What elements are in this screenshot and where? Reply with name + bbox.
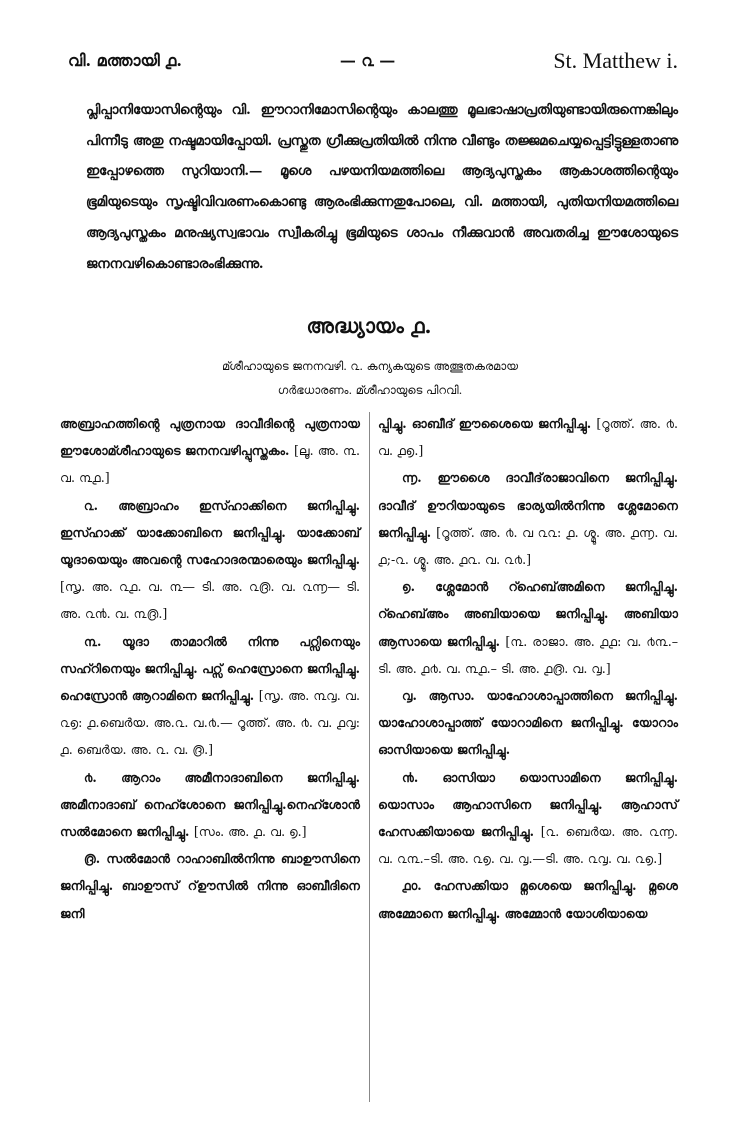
intro-paragraph: പ്ലിപ്പാനിയോസിന്റെയും വി. ഈറാനിമോസിന്റെയും കാലത്തു മൂലഭാഷാപ്രതിയുണ്ടായിരുന്നെങ്കിലും പിന്നീടു അതു നഷ്ടമായിപ്പോയി. പ്രസ്തുത ഗ്രീക്കുപ്രതിയിൽ നിന്നു വീണ്ടും തജ്ജമചെയ്യപ്പെട്ടിട്ടുള്ളതാണു ഇപ്പോഴത്തെ സുറിയാനി.— മൂശെ പഴയനിയമത്തിലെ ആദ്യപുസ്തകം ആകാശത്തിന്റെയും ഭൂമിയുടെയും സൃഷ്ടിവിവരണംകൊണ്ടു ആരംഭിക്കുന്നതുപോലെ, വി. മത്തായി, പുതിയനിയമത്തിലെ ആദ്യപുസ്തകം മനുഷ്യസ്വഭാവം സ്വീകരിച്ചു ഭൂമിയുടെ ശാപം നീക്കുവാൻ അവതരിച്ച ഈശോയുടെ ജനനവഴികൊണ്ടാരംഭിക്കുന്നു. xyxy=(86,103,678,272)
cross-reference: [റൂത്ത്. അ. ൪. വ ൨൨: ൧. ശ്മൂ. അ. ൧൬. വ. ൧;-൨. ശ്മൂ. അ. ൧൨. വ. ൨൪.] xyxy=(378,524,678,568)
verse-number: ൭. xyxy=(402,579,415,595)
verse-text: സൽമോൻ റാഹാബിൽനിന്നു ബാഊസിനെ ജനിപ്പിച്ചു. ബാഊസ് റ്ഊസിൽ നിന്നു ഓബീദിനെ ജനി xyxy=(60,851,360,921)
verse-10 xyxy=(378,872,678,926)
verse-text: അബ്രാഹം ഇസ്ഹാക്കിനെ ജനിപ്പിച്ചു. ഇസ്ഹാക്ക് യാക്കോബിനെ ജനിപ്പിച്ചു. യാക്കോബ് യൂദായെയും അവന്റെ സഹോദരന്മാരെയും ജനിപ്പിച്ചു. xyxy=(60,497,360,568)
verse-7 xyxy=(378,573,678,682)
verse-number: ൮. xyxy=(402,688,417,704)
verse-4 xyxy=(60,764,360,846)
page-number: — ൨ — xyxy=(339,51,396,70)
verse-text: അബ്രാഹത്തിന്റെ പുത്രനായ ദാവീദിന്റെ പുത്രനായ ഈശോമ്ശീഹായുടെ ജനനവഴിപ്പുസ്തകം. xyxy=(60,416,360,459)
verse-2 xyxy=(60,492,360,628)
cross-reference: [൨. ബെർയ. അ. ൨൬. വ. ൨൩.–ടി. അ. ൨൭. വ. ൮.—ടി. അ. ൨൮. വ. ൨൭.] xyxy=(378,824,679,867)
cross-reference: [൩. രാജാ. അ. ൧൧: വ. ൪൩.–ടി. അ. ൧൪. വ. ൩൧.– ടി. അ. ൧൫. വ. ൮.] xyxy=(378,633,679,676)
cross-reference: [സൃ. അ. ൨൧. വ. ൩— ടി. അ. ൨൫. വ. ൨൬— ടി. അ. ൨൯. വ. ൩൫.] xyxy=(60,579,360,622)
left-column xyxy=(60,410,360,927)
verse-number: ൧൦. xyxy=(402,878,422,894)
running-header xyxy=(68,46,678,76)
verse-text: ഈശൈ ദാവീദ്‌രാജാവിനെ ജനിപ്പിച്ചു. ദാവീദ് ഊറിയായുടെ ഭാര്യയിൽനിന്നു ശ്ലേമോനെ ജനിപ്പിച്ചു. xyxy=(378,470,678,540)
verse-number: ൯. xyxy=(402,769,419,785)
verse-6 xyxy=(378,464,678,573)
verse-9 xyxy=(378,764,678,873)
verse-text: ഓസിയാ യൊസാമിനെ ജനിപ്പിച്ചു. യൊസാം ആഹാസിനെ ജനിപ്പിച്ചു. ആഹാസ് ഹേസക്കിയായെ ജനിപ്പിച്ചു. xyxy=(378,769,678,840)
verse-3 xyxy=(60,628,360,764)
verse-number: ൨. xyxy=(84,497,99,513)
verse-number: ൬. xyxy=(402,470,422,486)
verse-text: പ്പിച്ചു. ഓബീദ് ഈശൈയെ ജനിപ്പിച്ചു. xyxy=(378,416,592,431)
column-divider xyxy=(369,412,370,1102)
verse-text: ഹേസക്കിയാ മ്നശെയെ ജനിപ്പിച്ചു. മ്നശെ അമ്മോനെ ജനിപ്പിച്ചു. അമ്മോൻ യോശിയായെ xyxy=(378,878,678,921)
verse-number: ൩. xyxy=(84,633,102,649)
verse-1 xyxy=(60,410,360,492)
chapter-summary-line-2: ഗർഭധാരണം. മ്ശീഹായുടെ പിറവി. xyxy=(277,383,463,397)
right-column xyxy=(378,410,678,927)
chapter-title: അദ്ധ്യായം ൧. xyxy=(306,314,432,338)
verse-5-continued xyxy=(378,410,678,464)
verse-number: ൫. xyxy=(84,851,101,867)
verse-number: ൪. xyxy=(84,769,97,785)
header-left: വി. മത്തായി ൧. xyxy=(68,51,182,70)
verse-8 xyxy=(378,682,678,764)
verse-text: ആറാം അമീനാദാബിനെ ജനിപ്പിച്ചു. അമീനാദാബ് നെഹ്ശോനെ ജനിപ്പിച്ചു.നെഹ്ശോൻ സൽമോനെ ജനിപ്പിച്ചു. xyxy=(60,769,361,840)
verse-text: ആസാ. യാഹോശാപ്പാത്തിനെ ജനിപ്പിച്ചു. യാഹോശാപ്പാത്ത് യോറാമിനെ ജനിപ്പിച്ചു. യോറാം ഓസിയായെ ജനിപ്പിച്ചു. xyxy=(378,688,678,758)
verse-text: യൂദാ താമാറിൽ നിന്നു പറ്സിനെയും സഹ്റിനെയും ജനിപ്പിച്ചു. പറ്സ് ഹെസ്രോനെ ജനിപ്പിച്ചു. ഹെസ്രോൻ ആറാമിനെ ജനിപ്പിച്ചു. xyxy=(60,633,360,704)
cross-reference: [റൂത്ത്. അ. ൪. വ. ൧൭.] xyxy=(378,416,678,459)
cross-reference: [സൃ. അ. ൩൮. വ. ൨൭: ൧.ബെർയ. അ.൨. വ.൪.— റൂത്ത്. അ. ൪. വ. ൧൮: ൧. ബെർയ. അ. ൨. വ. ൫.] xyxy=(60,688,360,758)
verse-text: ശ്ലേമോൻ റ്ഹെബ്അമിനെ ജനിപ്പിച്ചു. റ്ഹെബ്അം അബിയായെ ജനിപ്പിച്ചു. അബിയാ ആസായെ ജനിപ്പിച്ചു. xyxy=(378,579,678,649)
cross-reference: [ലൂ. അ. ൩. വ. ൩൧.] xyxy=(60,443,361,486)
verse-5 xyxy=(60,845,360,927)
header-right: St. Matthew i. xyxy=(553,48,678,73)
chapter-summary-line-1: മ്ശീഹായുടെ ജനനവഴി. ൨. കന്യകയുടെ അത്ഭുതകരമായ xyxy=(222,359,518,373)
cross-reference: [സം. അ. ൧. വ. ൭.] xyxy=(193,824,307,840)
chapter-summary xyxy=(130,354,610,402)
